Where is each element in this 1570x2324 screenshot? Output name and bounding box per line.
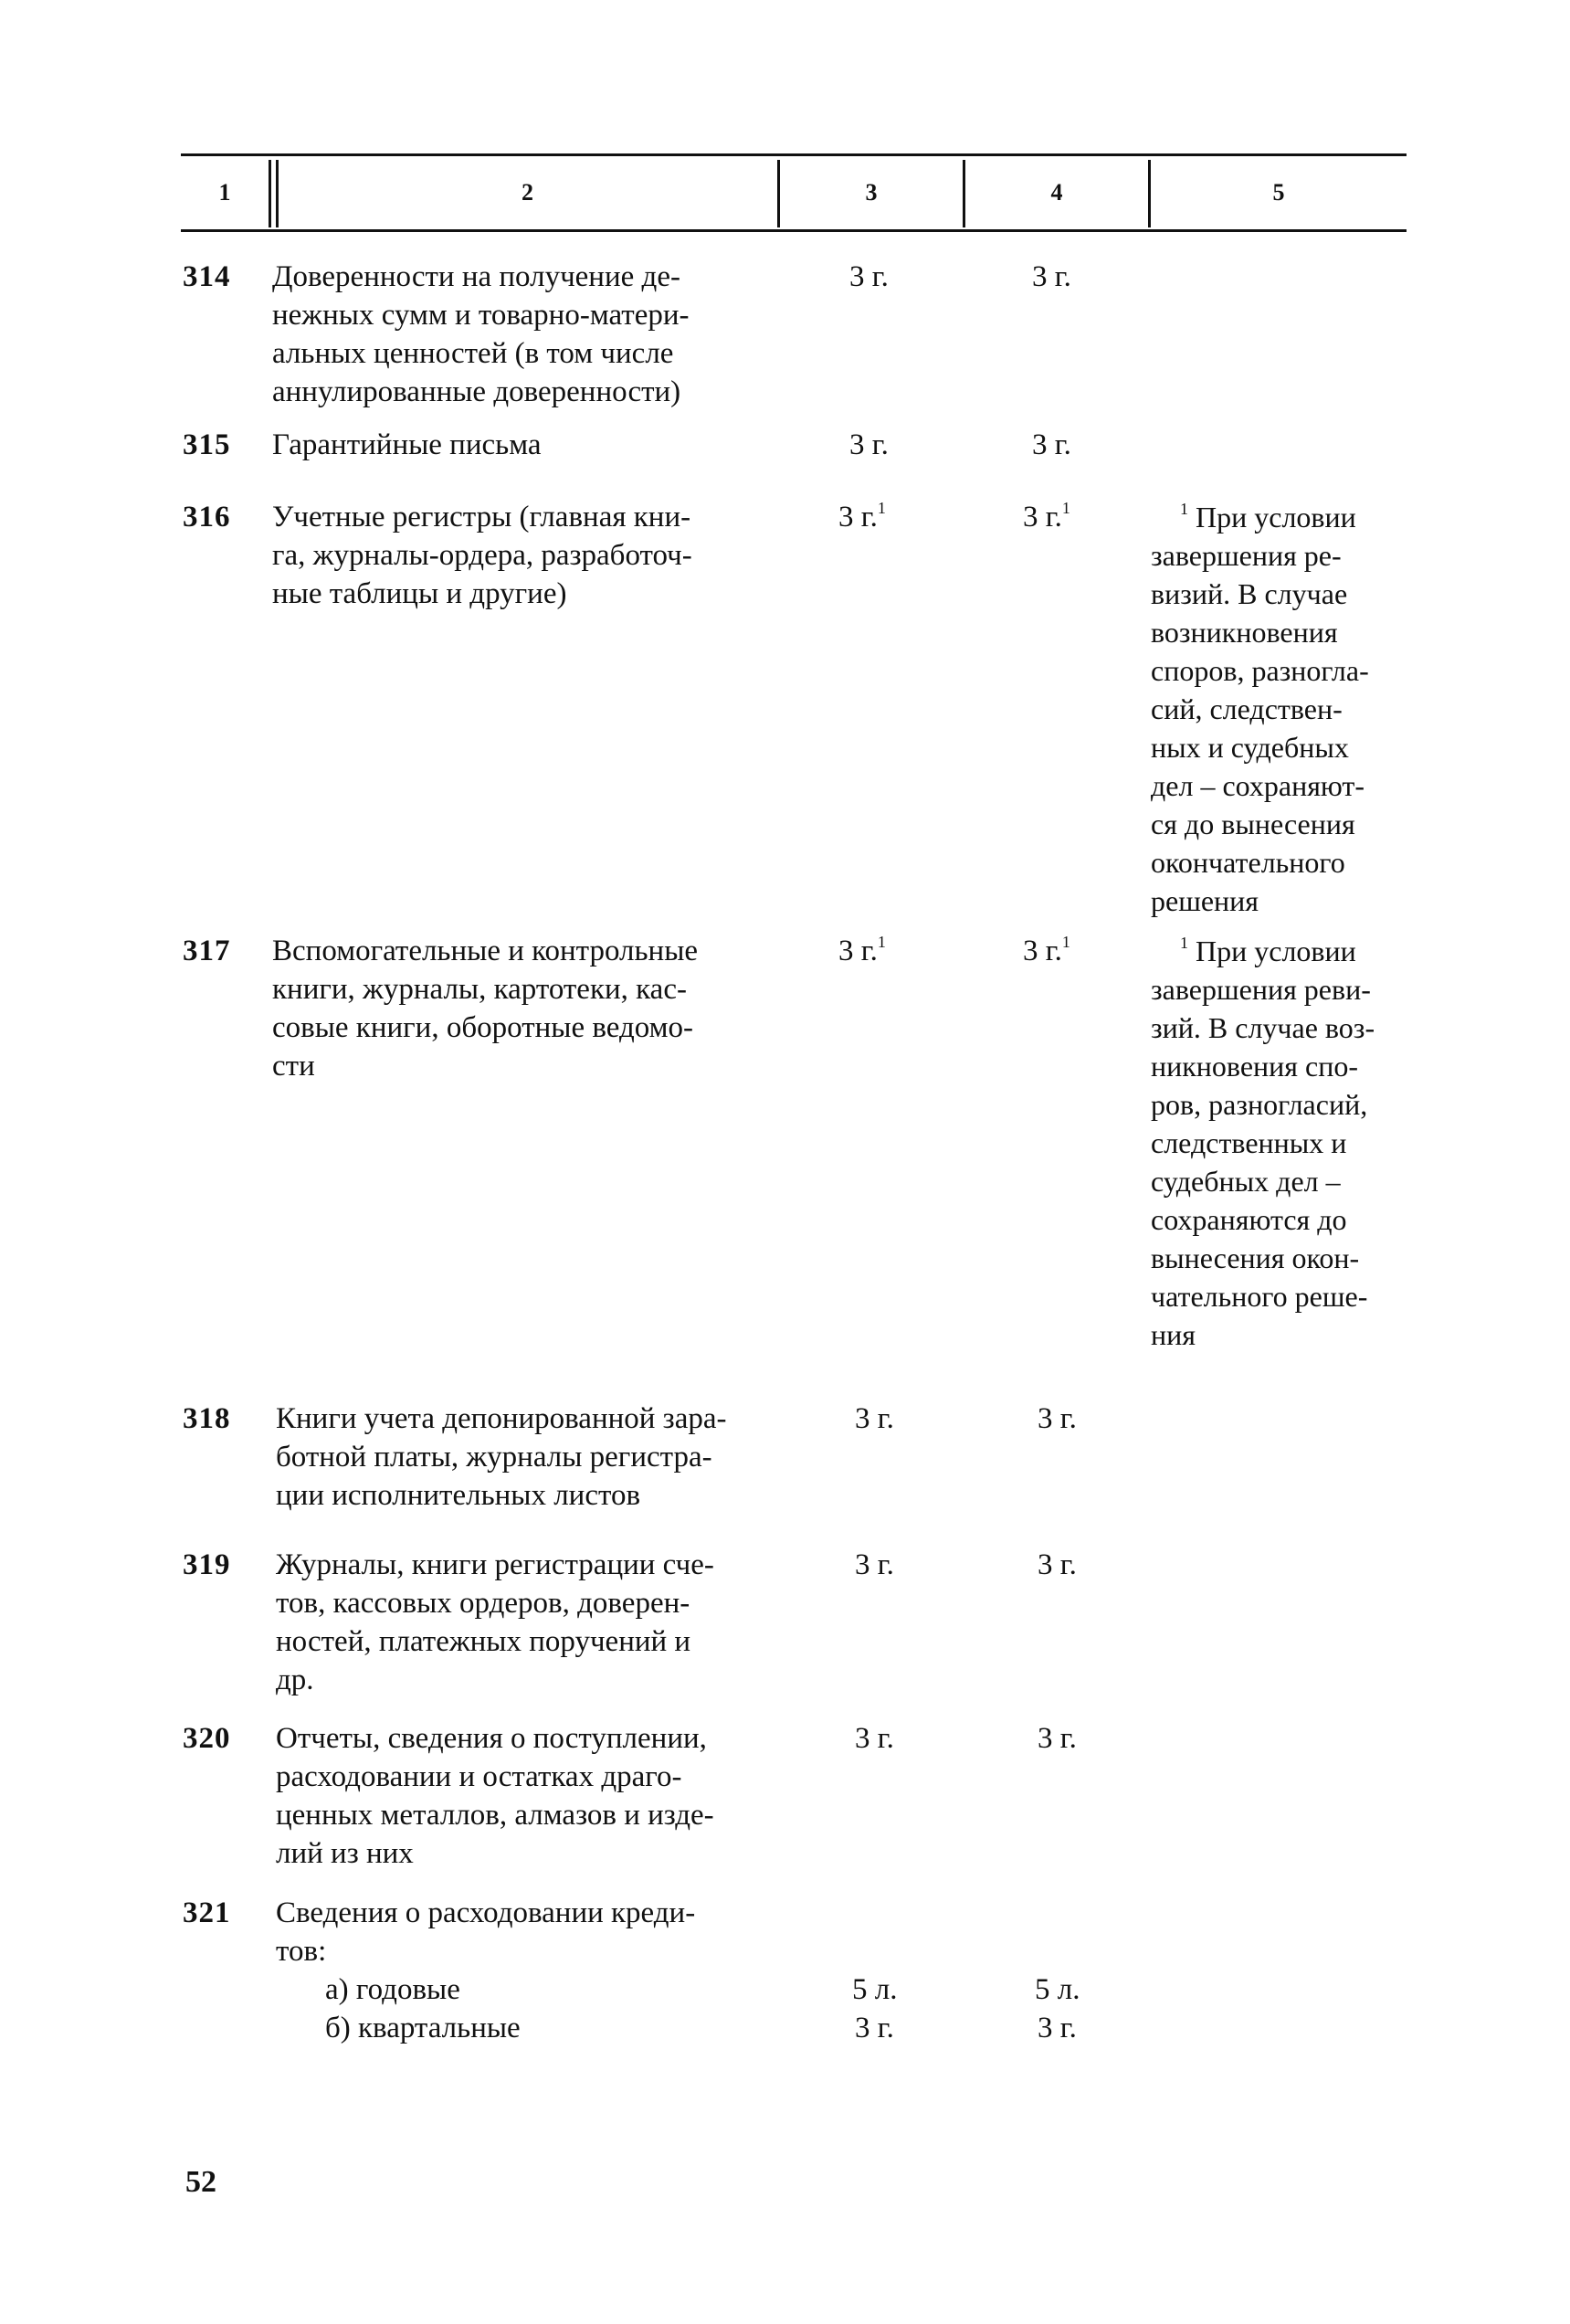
header-col-4: 4 — [1050, 179, 1063, 206]
footnote-mark: 1 — [1180, 500, 1188, 518]
row-description — [272, 258, 690, 411]
text-line: Учетные регистры (главная кни- — [272, 501, 691, 533]
header-col-3: 3 — [865, 179, 878, 206]
text-line: судебных дел – — [1151, 1165, 1341, 1198]
text-line: Сведения о расходовании креди- — [276, 1896, 696, 1929]
text-line: Книги учета депонированной зара- — [276, 1402, 727, 1435]
retention-col-3 — [838, 498, 886, 536]
row-number: 315 — [183, 428, 231, 461]
table-header — [181, 153, 1407, 232]
text-line: сий, следствен- — [1151, 692, 1343, 725]
retention-value: 3 г. — [1023, 935, 1062, 967]
text-line: завершения ре- — [1151, 539, 1342, 572]
text-line: расходовании и остатках драго- — [276, 1760, 682, 1793]
row-number: 317 — [183, 935, 231, 967]
text-line — [1151, 932, 1375, 970]
row-note — [1151, 498, 1369, 920]
text-line: Гарантийные письма — [272, 428, 542, 461]
row-description — [276, 1894, 695, 1970]
text-line: чательного реше- — [1151, 1280, 1368, 1313]
text-line: ные таблицы и другие) — [272, 577, 567, 610]
retention-col-3: 3 г. — [855, 1548, 894, 1581]
retention-col-3: 3 г. — [849, 260, 889, 293]
note-text: При условии — [1188, 501, 1356, 533]
retention-col-4: 3 г. — [1038, 1402, 1077, 1435]
retention-col-3: 3 г. — [855, 2012, 894, 2044]
text-line: никновения спо- — [1151, 1050, 1358, 1083]
footnote-mark: 1 — [877, 499, 886, 517]
retention-col-3: 3 г. — [855, 1722, 894, 1755]
text-line: ся до вынесения — [1151, 808, 1355, 840]
text-line: ценных металлов, алмазов и изде- — [276, 1799, 714, 1832]
retention-value: 3 г. — [838, 501, 878, 533]
note-text: При условии — [1188, 935, 1356, 967]
text-line: ния — [1151, 1318, 1196, 1351]
text-line: ров, разногласий, — [1151, 1088, 1368, 1121]
text-line: альных ценностей (в том числе — [272, 337, 674, 370]
retention-col-4: 3 г. — [1038, 1722, 1077, 1755]
row-description — [276, 1400, 727, 1515]
retention-col-3 — [838, 932, 886, 970]
text-line: нежных сумм и товарно-матери- — [272, 299, 690, 332]
footnote-mark: 1 — [1061, 499, 1070, 517]
row-description — [272, 498, 692, 613]
retention-col-4 — [1023, 932, 1070, 970]
row-number: 316 — [183, 501, 231, 533]
row-note — [1151, 932, 1375, 1354]
footnote-mark: 1 — [877, 933, 886, 951]
text-line: вынесения окон- — [1151, 1241, 1360, 1274]
row-description — [276, 1546, 714, 1699]
text-line: др. — [276, 1664, 314, 1696]
retention-col-3: 3 г. — [849, 428, 889, 461]
text-line: тов, кассовых ордеров, доверен- — [276, 1587, 690, 1620]
page-number: 52 — [185, 2165, 216, 2199]
text-line: Журналы, книги регистрации сче- — [276, 1548, 714, 1581]
sub-item-label: а) годовые — [325, 1973, 460, 2006]
text-line: тов: — [276, 1935, 327, 1968]
text-line: аннулированные доверенности) — [272, 375, 681, 408]
text-line: возникновения — [1151, 616, 1338, 649]
text-line: ных и судебных — [1151, 731, 1349, 764]
text-line: Доверенности на получение де- — [272, 260, 680, 293]
text-line: га, журналы-ордера, разработоч- — [272, 539, 692, 572]
row-number: 318 — [183, 1402, 231, 1435]
row-number: 314 — [183, 260, 231, 293]
header-col-5: 5 — [1272, 179, 1285, 206]
text-line: Отчеты, сведения о поступлении, — [276, 1722, 707, 1755]
footnote-mark: 1 — [1061, 933, 1070, 951]
retention-col-4: 3 г. — [1038, 1548, 1077, 1581]
retention-col-4 — [1023, 498, 1070, 536]
text-line: ностей, платежных поручений и — [276, 1625, 691, 1658]
retention-col-4: 3 г. — [1032, 260, 1071, 293]
row-description — [272, 932, 698, 1085]
retention-col-3: 3 г. — [855, 1402, 894, 1435]
text-line: совые книги, оборотные ведомо- — [272, 1011, 693, 1044]
header-col-2: 2 — [522, 179, 533, 206]
sub-item-label: б) квартальные — [325, 2012, 521, 2044]
retention-value: 3 г. — [1023, 501, 1062, 533]
text-line: ции исполнительных листов — [276, 1479, 641, 1512]
text-line: окончательного — [1151, 846, 1345, 879]
text-line: сохраняются до — [1151, 1203, 1347, 1236]
text-line — [1151, 498, 1369, 536]
retention-col-4: 3 г. — [1038, 2012, 1077, 2044]
text-line: споров, разногла- — [1151, 654, 1369, 687]
text-line: визий. В случае — [1151, 577, 1348, 610]
text-line: решения — [1151, 884, 1259, 917]
header-divider — [269, 160, 271, 227]
footnote-mark: 1 — [1180, 934, 1188, 952]
row-number: 320 — [183, 1722, 231, 1755]
text-line: завершения реви- — [1151, 973, 1371, 1006]
retention-col-3: 5 л. — [852, 1973, 898, 2006]
text-line: лий из них — [276, 1837, 414, 1870]
text-line: дел – сохраняют- — [1151, 769, 1365, 802]
row-number: 321 — [183, 1896, 231, 1929]
row-description — [272, 426, 542, 464]
text-line: книги, журналы, картотеки, кас- — [272, 973, 687, 1006]
retention-value: 3 г. — [838, 935, 878, 967]
row-description — [276, 1719, 714, 1873]
text-line: Вспомогательные и контрольные — [272, 935, 699, 967]
text-line: сти — [272, 1050, 315, 1083]
text-line: зий. В случае воз- — [1151, 1011, 1375, 1044]
header-col-1: 1 — [218, 179, 231, 206]
retention-col-4: 5 л. — [1035, 1973, 1080, 2006]
retention-col-4: 3 г. — [1032, 428, 1071, 461]
row-number: 319 — [183, 1548, 231, 1581]
text-line: ботной платы, журналы регистра- — [276, 1441, 712, 1474]
text-line: следственных и — [1151, 1126, 1347, 1159]
